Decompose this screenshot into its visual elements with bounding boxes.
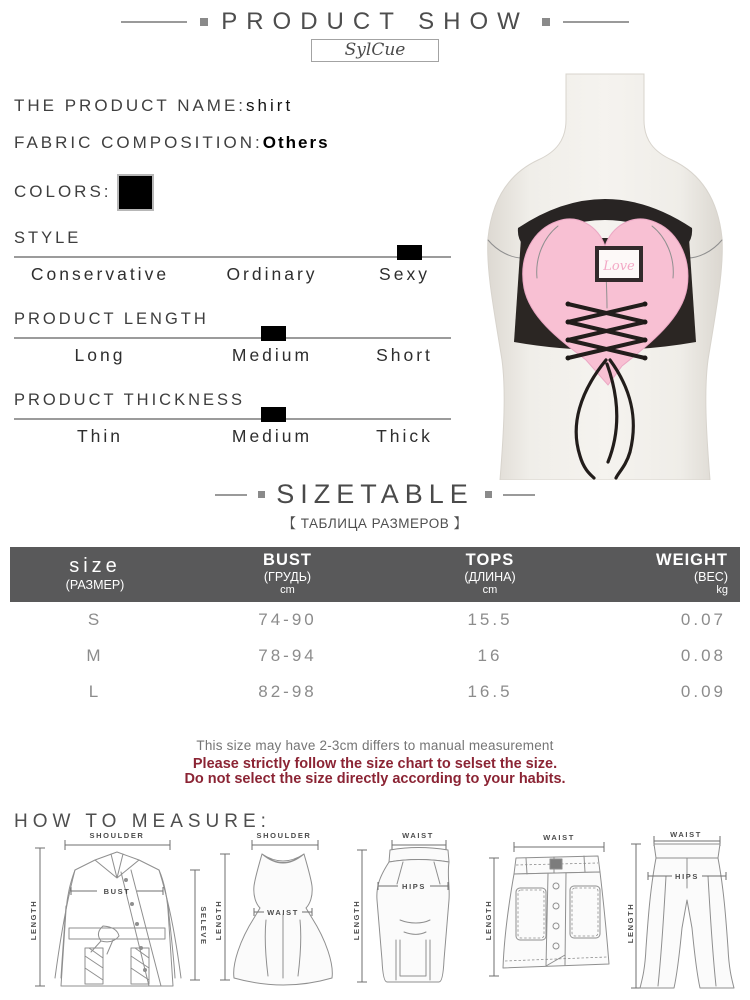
- dress-diagram: [208, 828, 356, 998]
- sizetable-decor-row: [0, 479, 750, 510]
- bust-label: BUST: [103, 887, 131, 896]
- cell-tops: 16: [477, 646, 503, 665]
- color-swatch: [117, 174, 154, 211]
- option-label: Thin: [76, 426, 124, 446]
- option-label: Conservative: [30, 264, 170, 284]
- sizetable-subtitle: 【 ТАБЛИЦА РАЗМЕРОВ 】: [282, 516, 468, 531]
- fabric-label: FABRIC COMPOSITION:: [14, 133, 263, 152]
- length-title: PRODUCT LENGTH: [14, 310, 209, 328]
- colors-row: [14, 171, 456, 213]
- option-label: Long: [74, 345, 126, 365]
- table-row: [10, 602, 740, 638]
- cell-size: L: [88, 682, 102, 701]
- decor-square-icon: [542, 18, 550, 26]
- decor-square-icon: [200, 18, 208, 26]
- option-label: Medium: [231, 426, 313, 446]
- measure-diagrams: [0, 828, 750, 1000]
- size-table-head: [10, 547, 740, 602]
- thickness-scale-line: [14, 418, 451, 420]
- cell-weight: 0.09: [680, 682, 726, 701]
- length-marker: [261, 326, 286, 341]
- style-title: STYLE: [14, 229, 82, 247]
- sizetable-title: SIZETABLE: [276, 479, 474, 509]
- cell-tops: 15.5: [467, 610, 513, 629]
- column-header-size: size (РАЗМЕР): [65, 555, 125, 593]
- pencil-skirt-diagram: [348, 828, 478, 998]
- mini-skirt-diagram: [476, 828, 636, 998]
- style-options: [14, 264, 451, 285]
- style-selector: [14, 229, 451, 285]
- shoulder-label: SHOULDER: [256, 831, 312, 840]
- brand-patch-text: Love: [603, 259, 635, 274]
- option-label: Medium: [231, 345, 313, 365]
- page-header: [0, 0, 750, 62]
- waist-label: WAIST: [402, 831, 434, 840]
- hips-label: HIPS: [402, 882, 426, 891]
- length-label: LENGTH: [484, 899, 493, 941]
- waist-label: WAIST: [267, 908, 299, 917]
- cell-weight: 0.07: [680, 610, 726, 629]
- how-to-measure-title: HOW TO MEASURE:: [14, 811, 271, 833]
- product-name-row: [14, 96, 456, 116]
- fabric-row: [14, 133, 456, 153]
- sleeve-label: SELEVE: [199, 906, 208, 946]
- header-decor-row: [0, 8, 750, 36]
- cell-bust: 78-94: [258, 646, 317, 665]
- decor-line: [503, 494, 535, 496]
- thickness-title: PRODUCT THICKNESS: [14, 391, 246, 409]
- decor-line: [563, 21, 629, 23]
- length-selector: [14, 310, 451, 366]
- style-scale-line: [14, 256, 451, 258]
- fabric-value: Others: [262, 133, 330, 152]
- thickness-selector: [14, 391, 451, 447]
- shoulder-label: SHOULDER: [89, 831, 145, 840]
- column-header-tops: TOPS (ДЛИНА) cm: [464, 550, 516, 597]
- cell-weight: 0.08: [680, 646, 726, 665]
- length-label: LENGTH: [352, 899, 361, 941]
- decor-line: [121, 21, 187, 23]
- length-label: LENGTH: [214, 899, 223, 941]
- option-label: Ordinary: [226, 264, 318, 284]
- product-name-value: shirt: [246, 96, 294, 115]
- coat-diagram: [25, 828, 210, 998]
- thickness-marker: [261, 407, 286, 422]
- option-label: Sexy: [379, 264, 430, 284]
- thickness-options: [14, 426, 451, 447]
- length-options: [14, 345, 451, 366]
- decor-square-icon: [485, 491, 492, 498]
- option-label: Thick: [376, 426, 433, 446]
- decor-line: [215, 494, 247, 496]
- brand-logo: SylCue: [311, 39, 439, 62]
- column-header-bust: BUST (ГРУДЬ) cm: [263, 550, 312, 597]
- cell-bust: 82-98: [258, 682, 317, 701]
- table-row: [10, 674, 740, 710]
- cell-tops: 16.5: [467, 682, 513, 701]
- product-name-label: THE PRODUCT NAME:: [14, 96, 247, 115]
- sizetable-header: [0, 479, 750, 532]
- length-label: LENGTH: [626, 902, 635, 944]
- option-label: Short: [376, 345, 433, 365]
- length-label: LENGTH: [29, 899, 38, 941]
- page-title: PRODUCT SHOW: [221, 8, 529, 35]
- style-marker: [397, 245, 422, 260]
- size-warning-line2: Do not select the size directly according to your habits.: [184, 771, 566, 788]
- product-photo: [460, 60, 750, 480]
- decor-square-icon: [258, 491, 265, 498]
- size-table: [10, 547, 740, 710]
- hips-label: HIPS: [675, 872, 699, 881]
- table-row: [10, 638, 740, 674]
- cell-bust: 74-90: [258, 610, 317, 629]
- cell-size: M: [86, 646, 104, 665]
- waist-label: WAIST: [543, 833, 575, 842]
- pants-diagram: [620, 828, 750, 998]
- size-warning-line1: Please strictly follow the size chart to selset the size.: [192, 756, 558, 772]
- waist-label: WAIST: [670, 830, 702, 839]
- product-info: [14, 96, 456, 447]
- column-header-weight: WEIGHT (ВЕС) kg: [656, 550, 728, 597]
- measurement-note: This size may have 2-3cm differs to manual measurement: [196, 738, 554, 753]
- colors-label: COLORS:: [14, 182, 112, 201]
- cell-size: S: [87, 610, 103, 629]
- length-scale-line: [14, 337, 451, 339]
